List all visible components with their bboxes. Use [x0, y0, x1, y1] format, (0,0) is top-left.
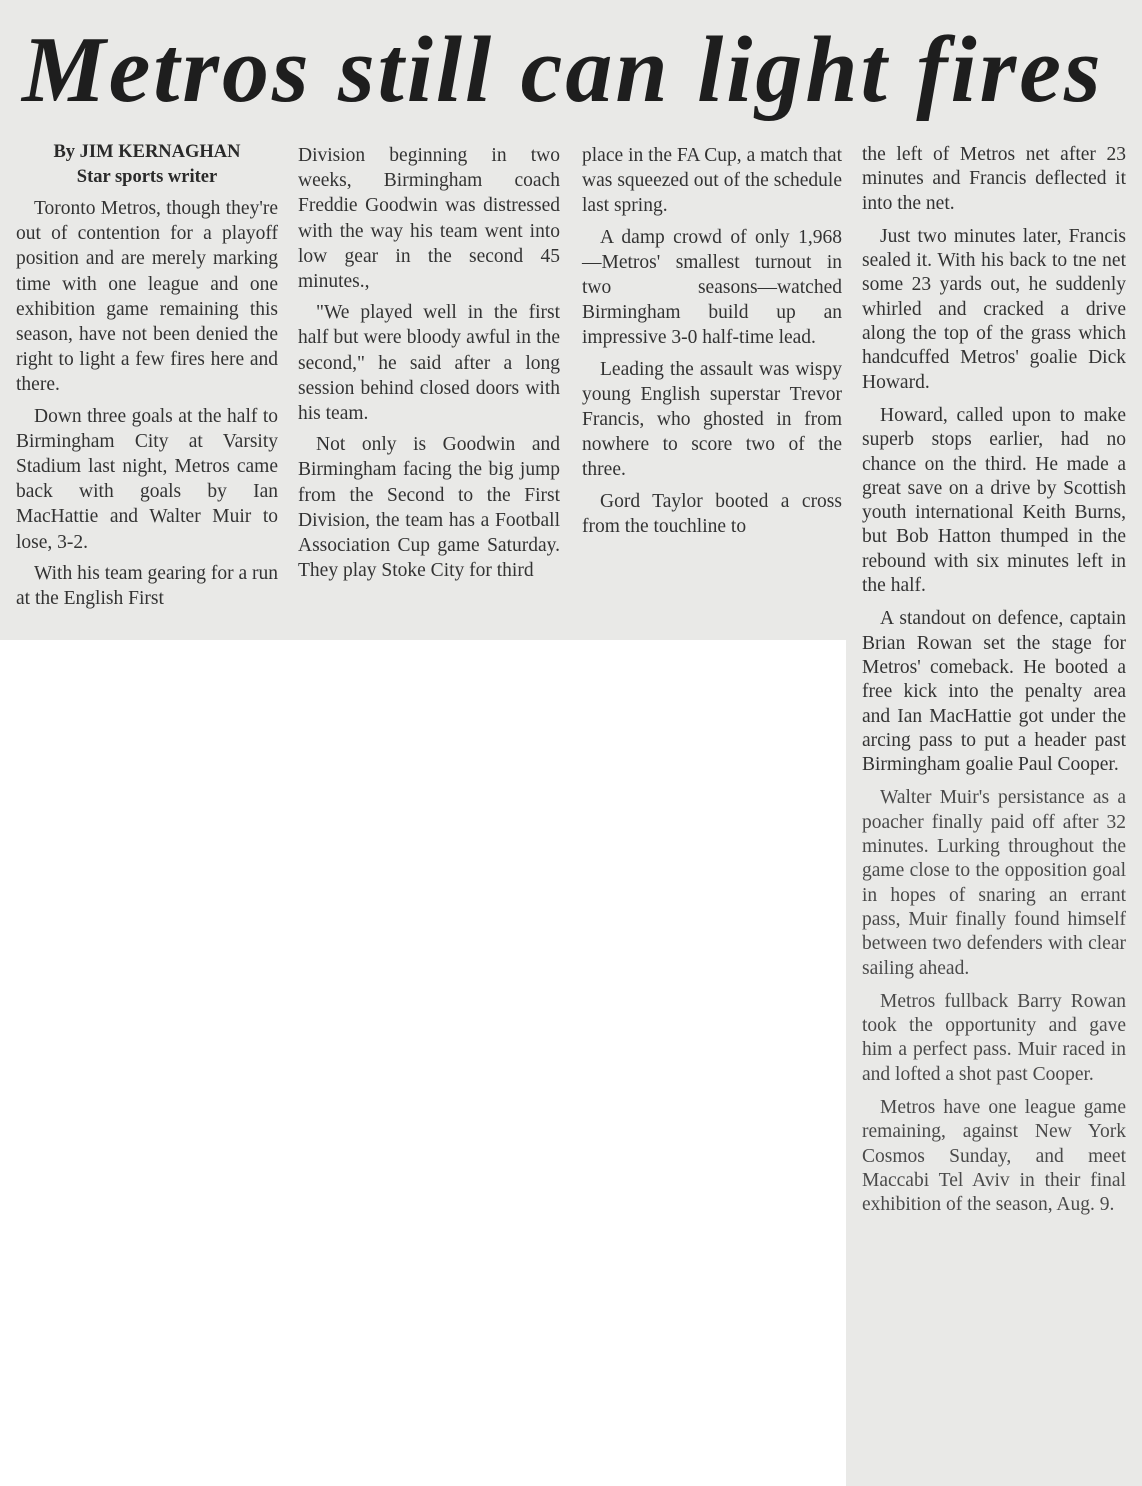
paragraph: A standout on defence, captain Brian Rowan set the stage for Metros' comeback. He booted a free kick into the penalty area and Ian MacHattie got under the arcing pass to put a header past Birmingham goalie Paul Cooper.	[862, 608, 1126, 776]
article-column-3	[582, 143, 842, 545]
paragraph: Walter Muir's persistance as a poacher finally paid off after 32 minutes. Lurking throughout the game close to the opposition goal in hopes of snaring an errant pass, Muir finally found himself between two defenders with clear sailing ahead.	[862, 787, 1126, 979]
paragraph: Metros have one league game remaining, against New York Cosmos Sunday, and meet Maccabi Tel Aviv in their final exhibition of the season, Aug. 9.	[862, 1096, 1126, 1216]
paragraph-continued: Division beginning in two weeks, Birmingham coach Freddie Goodwin was distressed with the way his team went into low gear in the second 45 minutes.,	[298, 145, 560, 293]
paragraph-continued: place in the FA Cup, a match that was squeezed out of the schedule last spring.	[582, 145, 842, 217]
paragraph: Down three goals at the half to Birmingham City at Varsity Stadium last night, Metros came back with goals by Ian MacHattie and Walter Muir to lose, 3-2.	[16, 405, 278, 553]
paragraph: Metros fullback Barry Rowan took the opportunity and gave him a perfect pass. Muir raced in and lofted a shot past Cooper.	[862, 990, 1126, 1085]
article-column-1	[16, 140, 278, 617]
paragraph: Toronto Metros, though they're out of contention for a playoff position and are merely marking time with one league and one exhibition game remaining this season, have not been denied the right to light a few fires here and there.	[16, 198, 278, 396]
paragraph: Just two minutes later, Francis sealed it. With his back to tne net some 23 yards out, he suddenly whirled and cracked a drive along the top of the grass which handcuffed Metros' goalie Dick Howard.	[862, 225, 1126, 393]
paragraph: With his team gearing for a run at the English First	[16, 562, 278, 610]
byline-name: By JIM KERNAGHAN	[53, 142, 241, 162]
byline-title: Star sports writer	[76, 167, 218, 187]
paragraph: Howard, called upon to make superb stops earlier, had no chance on the third. He made a great save on a drive by Scottish youth international Keith Burns, but Bob Hatton thumped in the rebound with six minutes left in the half.	[862, 404, 1126, 597]
byline	[16, 140, 278, 190]
paragraph: Leading the assault was wispy young English superstar Trevor Francis, who ghosted in from nowhere to score two of the three.	[582, 358, 842, 481]
paragraph-continued: the left of Metros net after 23 minutes and Francis deflected it into the net.	[862, 144, 1126, 214]
headline: Metros still can light fires	[22, 18, 1104, 122]
paragraph: Gord Taylor booted a cross from the touchline to	[582, 490, 842, 537]
paragraph: Not only is Goodwin and Birmingham facing the big jump from the Second to the First Division, the team has a Football Association Cup game Saturday. They play Stoke City for third	[298, 434, 560, 582]
article-column-2	[298, 143, 560, 589]
paragraph: "We played well in the first half but were bloody awful in the second," he said after a long session behind closed doors with his team.	[298, 302, 560, 425]
article-column-4	[862, 143, 1126, 1226]
paragraph: A damp crowd of only 1,968—Metros' smallest turnout in two seasons—watched Birmingham build up an impressive 3-0 half-time lead.	[582, 226, 842, 349]
